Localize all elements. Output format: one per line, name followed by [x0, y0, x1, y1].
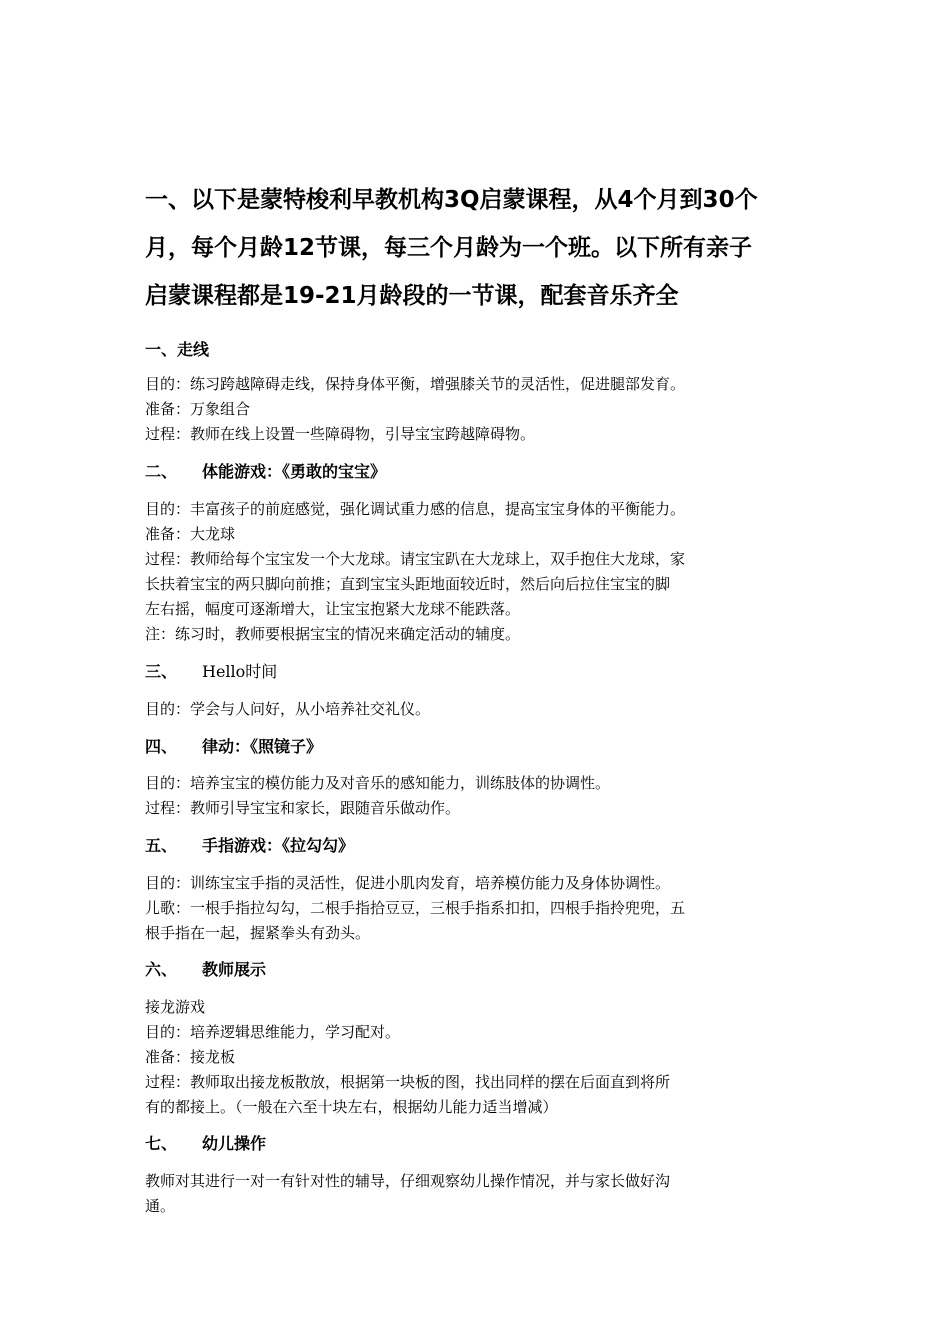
- section-title: 幼儿操作: [202, 1134, 267, 1153]
- section-heading: [145, 835, 354, 857]
- section-body: [145, 995, 810, 1120]
- section-body: [145, 1169, 810, 1219]
- section-heading: [145, 461, 386, 483]
- body-line: 过程：教师在线上设置一些障碍物，引导宝宝跨越障碍物。: [145, 425, 536, 443]
- document-title: [145, 176, 810, 320]
- body-line: 左右摇，幅度可逐渐增大，让宝宝抱紧大龙球不能跌落。: [145, 600, 521, 618]
- title-line: 一、以下是蒙特梭利早教机构3Q启蒙课程，从4个月到30个: [145, 187, 758, 213]
- body-line: 过程：教师取出接龙板散放，根据第一块板的图，找出同样的摆在后面直到将所: [145, 1073, 671, 1091]
- section-number: 五、: [145, 836, 178, 855]
- section-number: 六、: [145, 960, 178, 979]
- body-line: 注：练习时，教师要根据宝宝的情况来确定活动的辅度。: [145, 625, 521, 643]
- section-heading: [145, 339, 209, 361]
- body-line: 目的：培养宝宝的模仿能力及对音乐的感知能力，训练肢体的协调性。: [145, 774, 611, 792]
- body-line: 目的：培养逻辑思维能力，学习配对。: [145, 1023, 401, 1041]
- section-title: 律动：《照镜子》: [202, 737, 323, 756]
- body-line: 长扶着宝宝的两只脚向前推；直到宝宝头距地面较近时，然后向后拉住宝宝的脚: [145, 575, 671, 593]
- section-body: [145, 771, 810, 821]
- body-line: 准备：接龙板: [145, 1048, 236, 1066]
- section-number: 三、: [145, 662, 178, 681]
- section-heading: [145, 1133, 266, 1155]
- body-line: 过程：教师给每个宝宝发一个大龙球。请宝宝趴在大龙球上，双手抱住大龙球，家: [145, 550, 686, 568]
- body-line: 准备：万象组合: [145, 400, 251, 418]
- section-number: 七、: [145, 1134, 178, 1153]
- body-line: 教师对其进行一对一有针对性的辅导，仔细观察幼儿操作情况，并与家长做好沟: [145, 1172, 671, 1190]
- body-line: 接龙游戏: [145, 998, 206, 1016]
- section-title: 体能游戏：《勇敢的宝宝》: [202, 462, 387, 481]
- section-title: Hello时间: [202, 662, 278, 681]
- body-line: 目的：训练宝宝手指的灵活性，促进小肌肉发育，培养模仿能力及身体协调性。: [145, 874, 671, 892]
- section-body: [145, 497, 810, 647]
- body-line: 根手指在一起，握紧拳头有劲头。: [145, 924, 371, 942]
- section-heading: [145, 959, 266, 981]
- section-body: [145, 697, 810, 722]
- body-line: 过程：教师引导宝宝和家长，跟随音乐做动作。: [145, 799, 461, 817]
- section-number: 二、: [145, 462, 178, 481]
- section-title: 手指游戏：《拉勾勾》: [202, 836, 355, 855]
- section-number: 四、: [145, 737, 178, 756]
- section-heading: [145, 736, 322, 758]
- title-line: 月，每个月龄12节课，每三个月龄为一个班。以下所有亲子: [145, 235, 753, 261]
- section-body: [145, 871, 810, 946]
- body-line: 目的：练习跨越障碍走线，保持身体平衡，增强膝关节的灵活性，促进腿部发育。: [145, 375, 686, 393]
- section-body: [145, 372, 810, 447]
- body-line: 有的都接上。（一般在六至十块左右，根据幼儿能力适当增减）: [145, 1098, 558, 1116]
- section-heading-text: 一、走线: [145, 340, 210, 359]
- title-line: 启蒙课程都是19-21月龄段的一节课，配套音乐齐全: [145, 283, 679, 309]
- section-title: 教师展示: [202, 960, 267, 979]
- body-line: 准备：大龙球: [145, 525, 236, 543]
- body-line: 目的：丰富孩子的前庭感觉，强化调试重力感的信息，提高宝宝身体的平衡能力。: [145, 500, 686, 518]
- body-line: 通。: [145, 1197, 176, 1215]
- body-line: 儿歌：一根手指拉勾勾，二根手指拾豆豆，三根手指系扣扣，四根手指拎兜兜，五: [145, 899, 686, 917]
- body-line: 目的：学会与人问好，从小培养社交礼仪。: [145, 700, 431, 718]
- section-heading: [145, 661, 277, 683]
